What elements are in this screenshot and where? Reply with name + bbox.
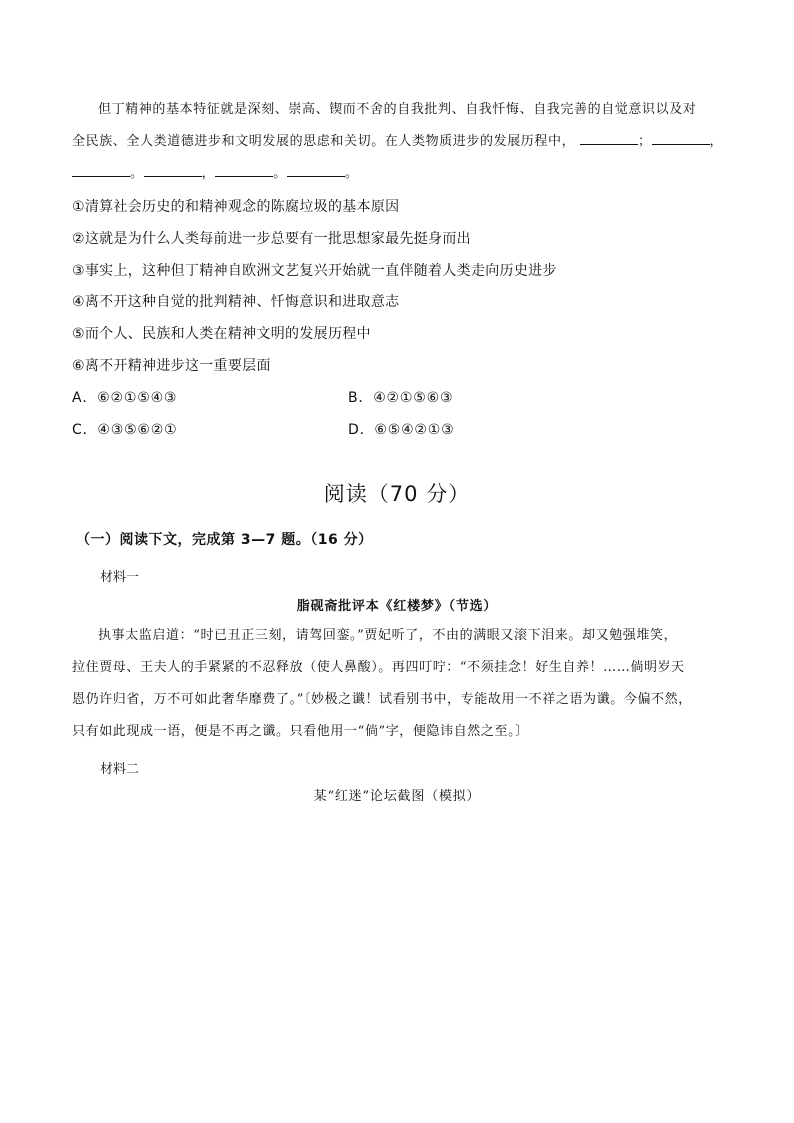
choice-d[interactable]: D．⑥⑤④②①③ [348, 422, 455, 438]
answer-blank-2[interactable] [652, 132, 710, 145]
choice-b[interactable]: B．④②①⑤⑥③ [348, 390, 454, 406]
material-1-line-4: 只有如此现成一语，便是不再之谶。只看他用一“倘”字，便隐讳自然之至。〕 [72, 724, 529, 739]
subsection-instruction: （一）阅读下文，完成第 3—7 题。（16 分） [76, 532, 373, 548]
material-1-line-3: 恩仍许归省，万不可如此奢华靡费了。”〔妙极之谶！试看别书中，专能故用一不祥之语为谶。今偏不然， [72, 692, 692, 707]
option-sentence-1: ①清算社会历史的和精神观念的陈腐垃圾的基本原因 [72, 199, 400, 215]
material-1-text [72, 620, 732, 748]
material-1-label: 材料一 [100, 570, 140, 585]
answer-blank-3[interactable] [72, 164, 130, 177]
passage-fullstop-1: 。 [130, 166, 144, 181]
answer-blank-4[interactable] [144, 164, 202, 177]
passage-paragraph [72, 94, 724, 190]
passage-comma-2: ， [201, 166, 216, 181]
answer-blank-5[interactable] [215, 164, 273, 177]
material-2-caption: 某“红迷”论坛截图（模拟） [313, 789, 481, 804]
option-sentence-6: ⑥离不开精神进步这一重要层面 [72, 358, 271, 374]
option-sentence-4: ④离不开这种自觉的批判精神、忏悔意识和进取意志 [72, 294, 400, 310]
passage-line-2: 全民族、全人类道德进步和文明发展的思虑和关切。在人类物质进步的发展历程中， [72, 134, 576, 149]
passage-semicolon: ； [637, 134, 652, 149]
option-sentence-5: ⑤而个人、民族和人类在精神文明的发展历程中 [72, 326, 371, 342]
passage-period-end: 。 [344, 166, 359, 181]
option-sentence-3: ③事实上，这种但丁精神自欧洲文艺复兴开始就一直伴随着人类走向历史进步 [72, 263, 557, 279]
section-title-reading: 阅读（70 分） [323, 482, 471, 506]
passage-fullstop-2: 。 [273, 166, 287, 181]
choice-c[interactable]: C．④③⑤⑥②① [72, 422, 178, 438]
passage-comma-1: ， [709, 134, 724, 149]
choice-a[interactable]: A．⑥②①⑤④③ [72, 390, 178, 406]
material-2-label: 材料二 [100, 762, 140, 777]
passage-line-1: 但丁精神的基本特征就是深刻、崇高、锲而不舍的自我批判、自我忏悔、自我完善的自觉意识以及对 [98, 102, 697, 117]
option-sentence-2: ②这就是为什么人类每前进一步总要有一批思想家最先挺身而出 [72, 231, 471, 247]
answer-blank-6[interactable] [287, 164, 345, 177]
material-1-title: 脂砚斋批评本《红楼梦》（节选） [296, 599, 498, 614]
material-1-line-2: 拉住贾母、王夫人的手紧紧的不忍释放（使人鼻酸）。再四叮咛：“不须挂念！好生自养！……倘明岁天 [72, 660, 685, 675]
answer-blank-1[interactable] [580, 132, 638, 145]
material-1-line-1: 执事太监启道：“时已丑正三刻，请驾回銮。”贾妃听了，不由的满眼又滚下泪来。却又勉强堆笑， [98, 628, 678, 643]
